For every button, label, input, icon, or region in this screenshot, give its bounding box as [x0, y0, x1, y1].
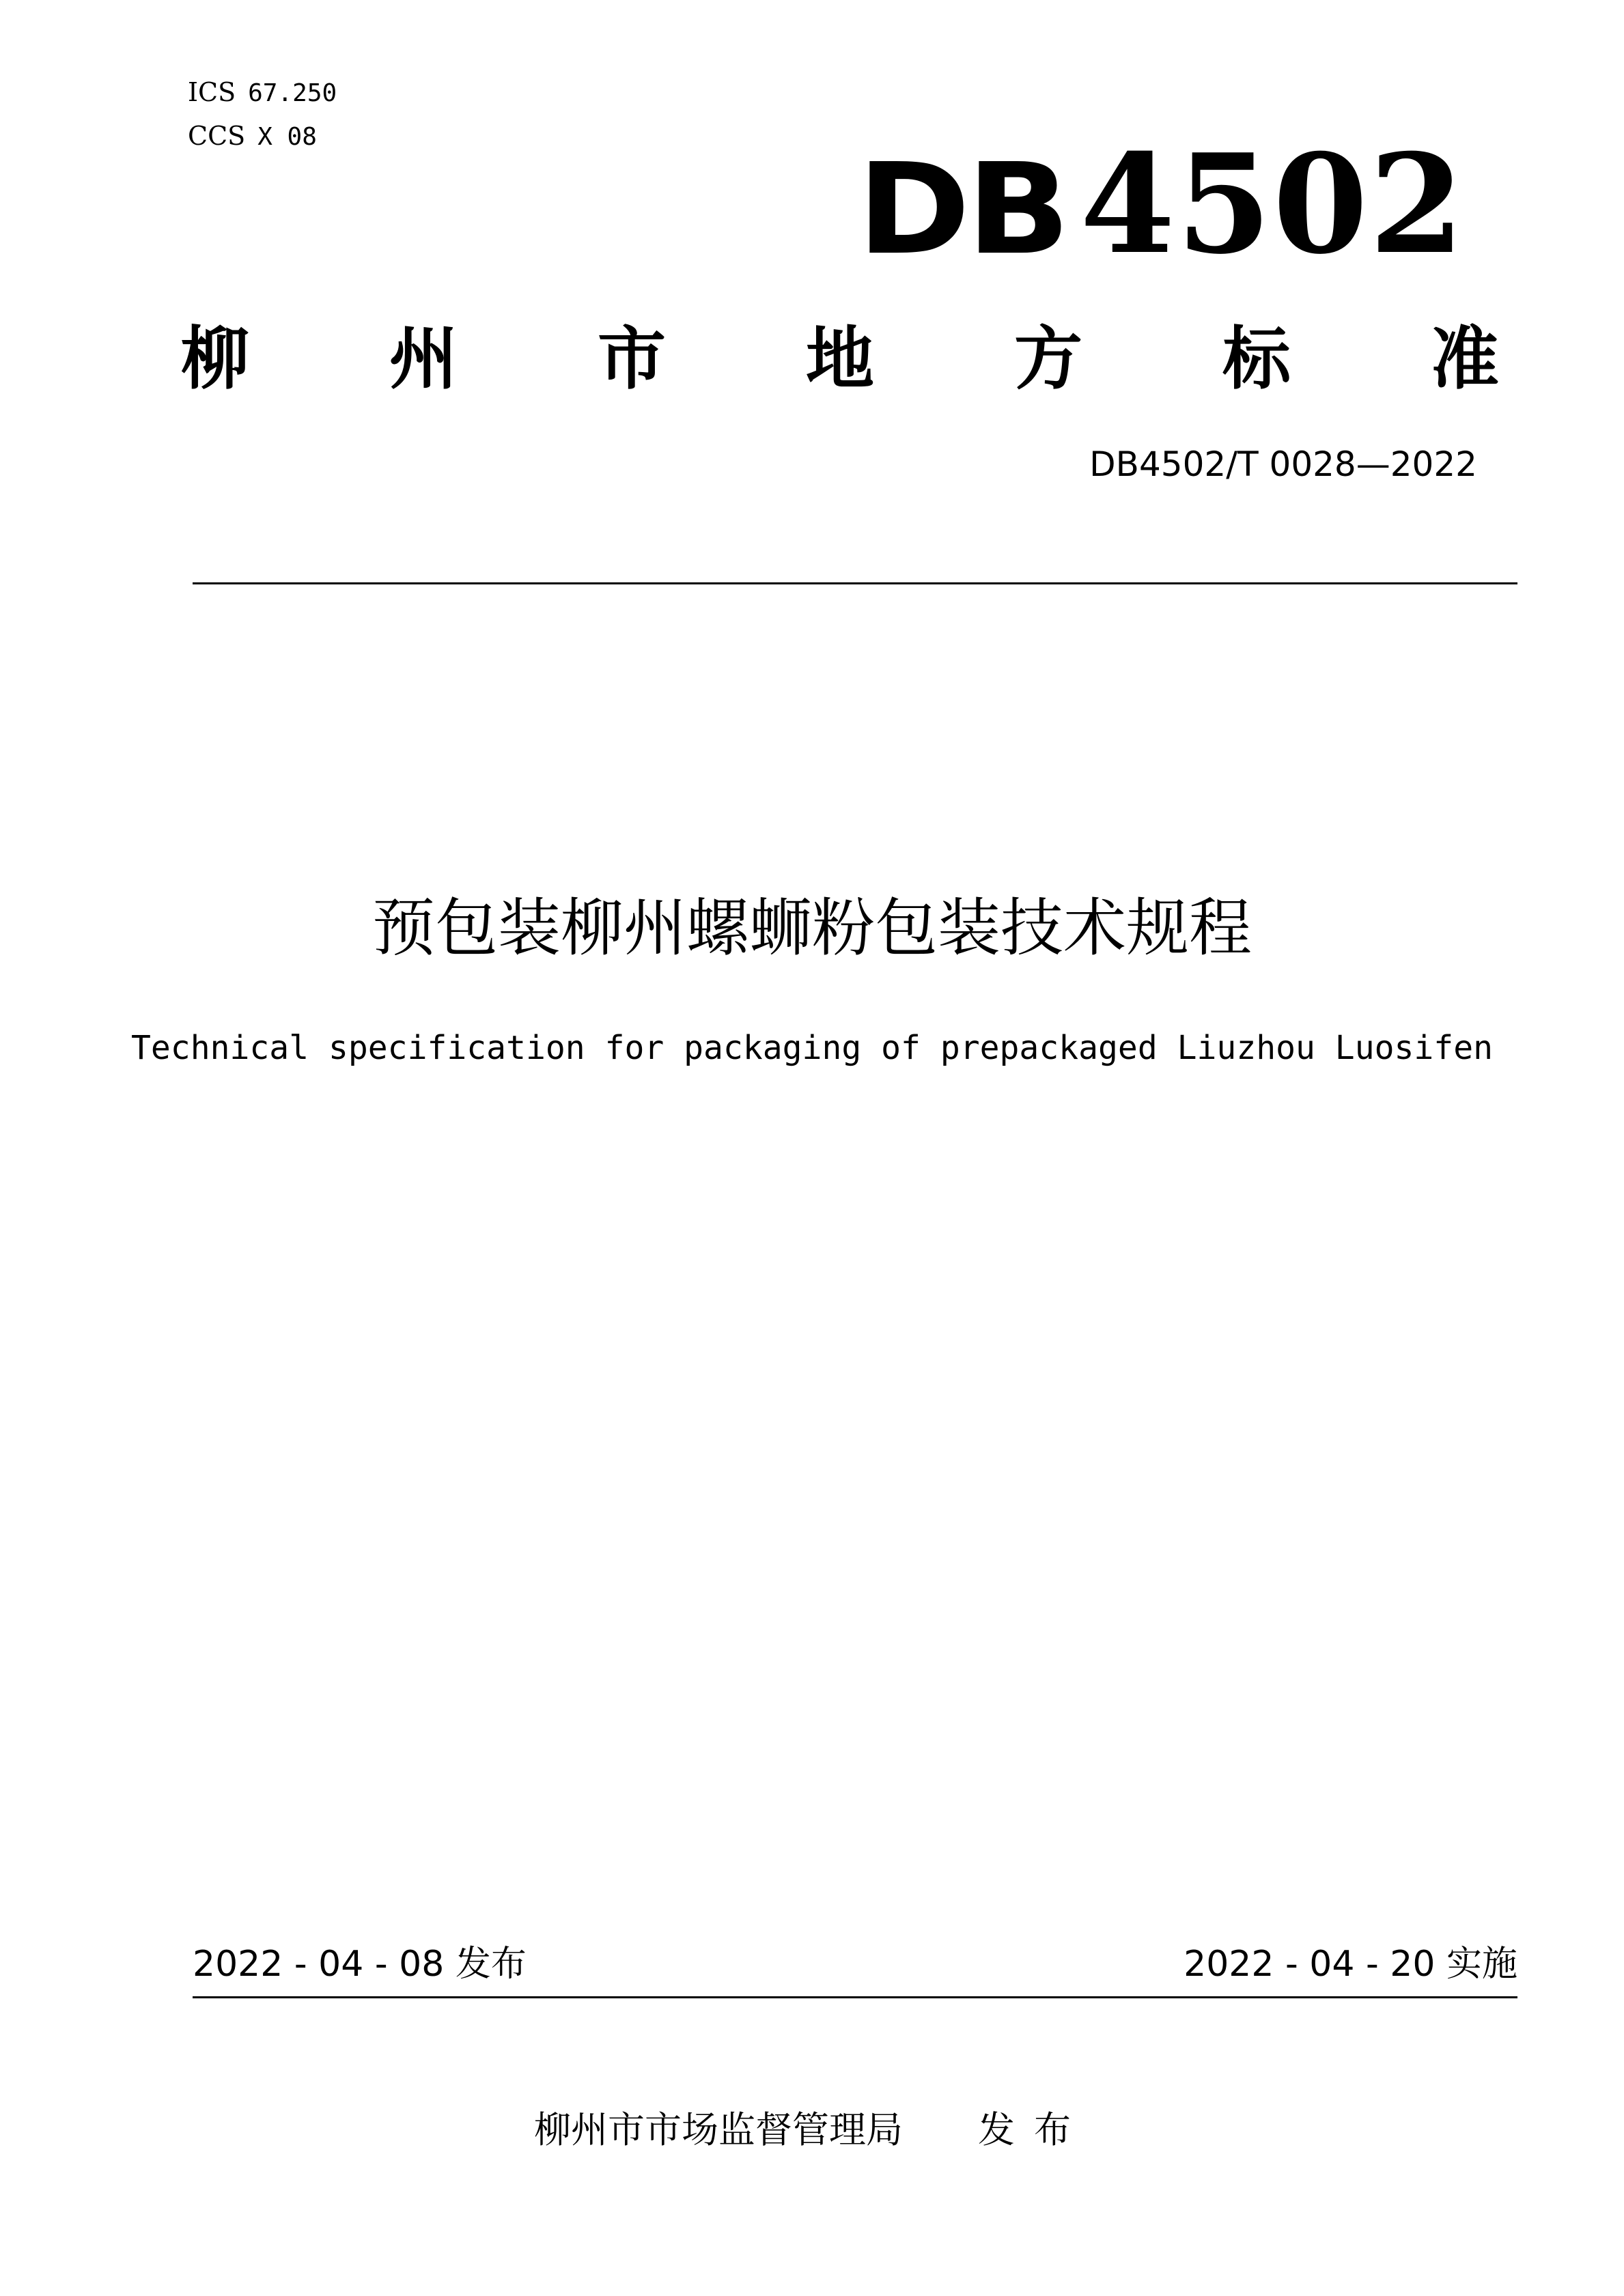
ccs-label: CCS: [188, 121, 246, 151]
standard-type-char: 地: [806, 318, 874, 399]
publisher-name: 柳州市市场监督管理局: [534, 2108, 903, 2151]
document-title-english: Technical specification for packaging of prepackaged Liuzhou Luosifen: [131, 1029, 1493, 1067]
db-code: 4502: [1080, 124, 1466, 285]
ccs-classification: [188, 120, 317, 153]
document-title: 预包装柳州螺蛳粉包装技术规程: [372, 892, 1252, 965]
effective-date: 2022 - 04 - 20 实施: [1184, 1944, 1517, 1985]
footer-divider: [193, 1996, 1517, 1998]
ics-code: 67.250: [248, 79, 337, 107]
db-prefix: DB: [857, 136, 1067, 283]
ics-label: ICS: [188, 77, 236, 107]
standard-type-char: 方: [1014, 318, 1082, 399]
ccs-code: X 08: [257, 123, 317, 151]
header-divider: [193, 582, 1517, 584]
standard-type-char: 州: [389, 318, 458, 399]
standard-type-char: 柳: [181, 318, 249, 399]
standard-number: DB4502/T 0028—2022: [1089, 444, 1477, 484]
publisher-action: 发布: [978, 2108, 1090, 2151]
publisher-line: [0, 2106, 1624, 2154]
issue-date: 2022 - 04 - 08 发布: [193, 1944, 527, 1985]
standard-type-char: 市: [598, 318, 666, 399]
standard-type-char: 准: [1431, 318, 1499, 399]
standard-type-heading: [181, 314, 1499, 403]
standard-type-char: 标: [1222, 318, 1291, 399]
ics-classification: [188, 76, 337, 109]
db-mark: [857, 124, 1466, 285]
